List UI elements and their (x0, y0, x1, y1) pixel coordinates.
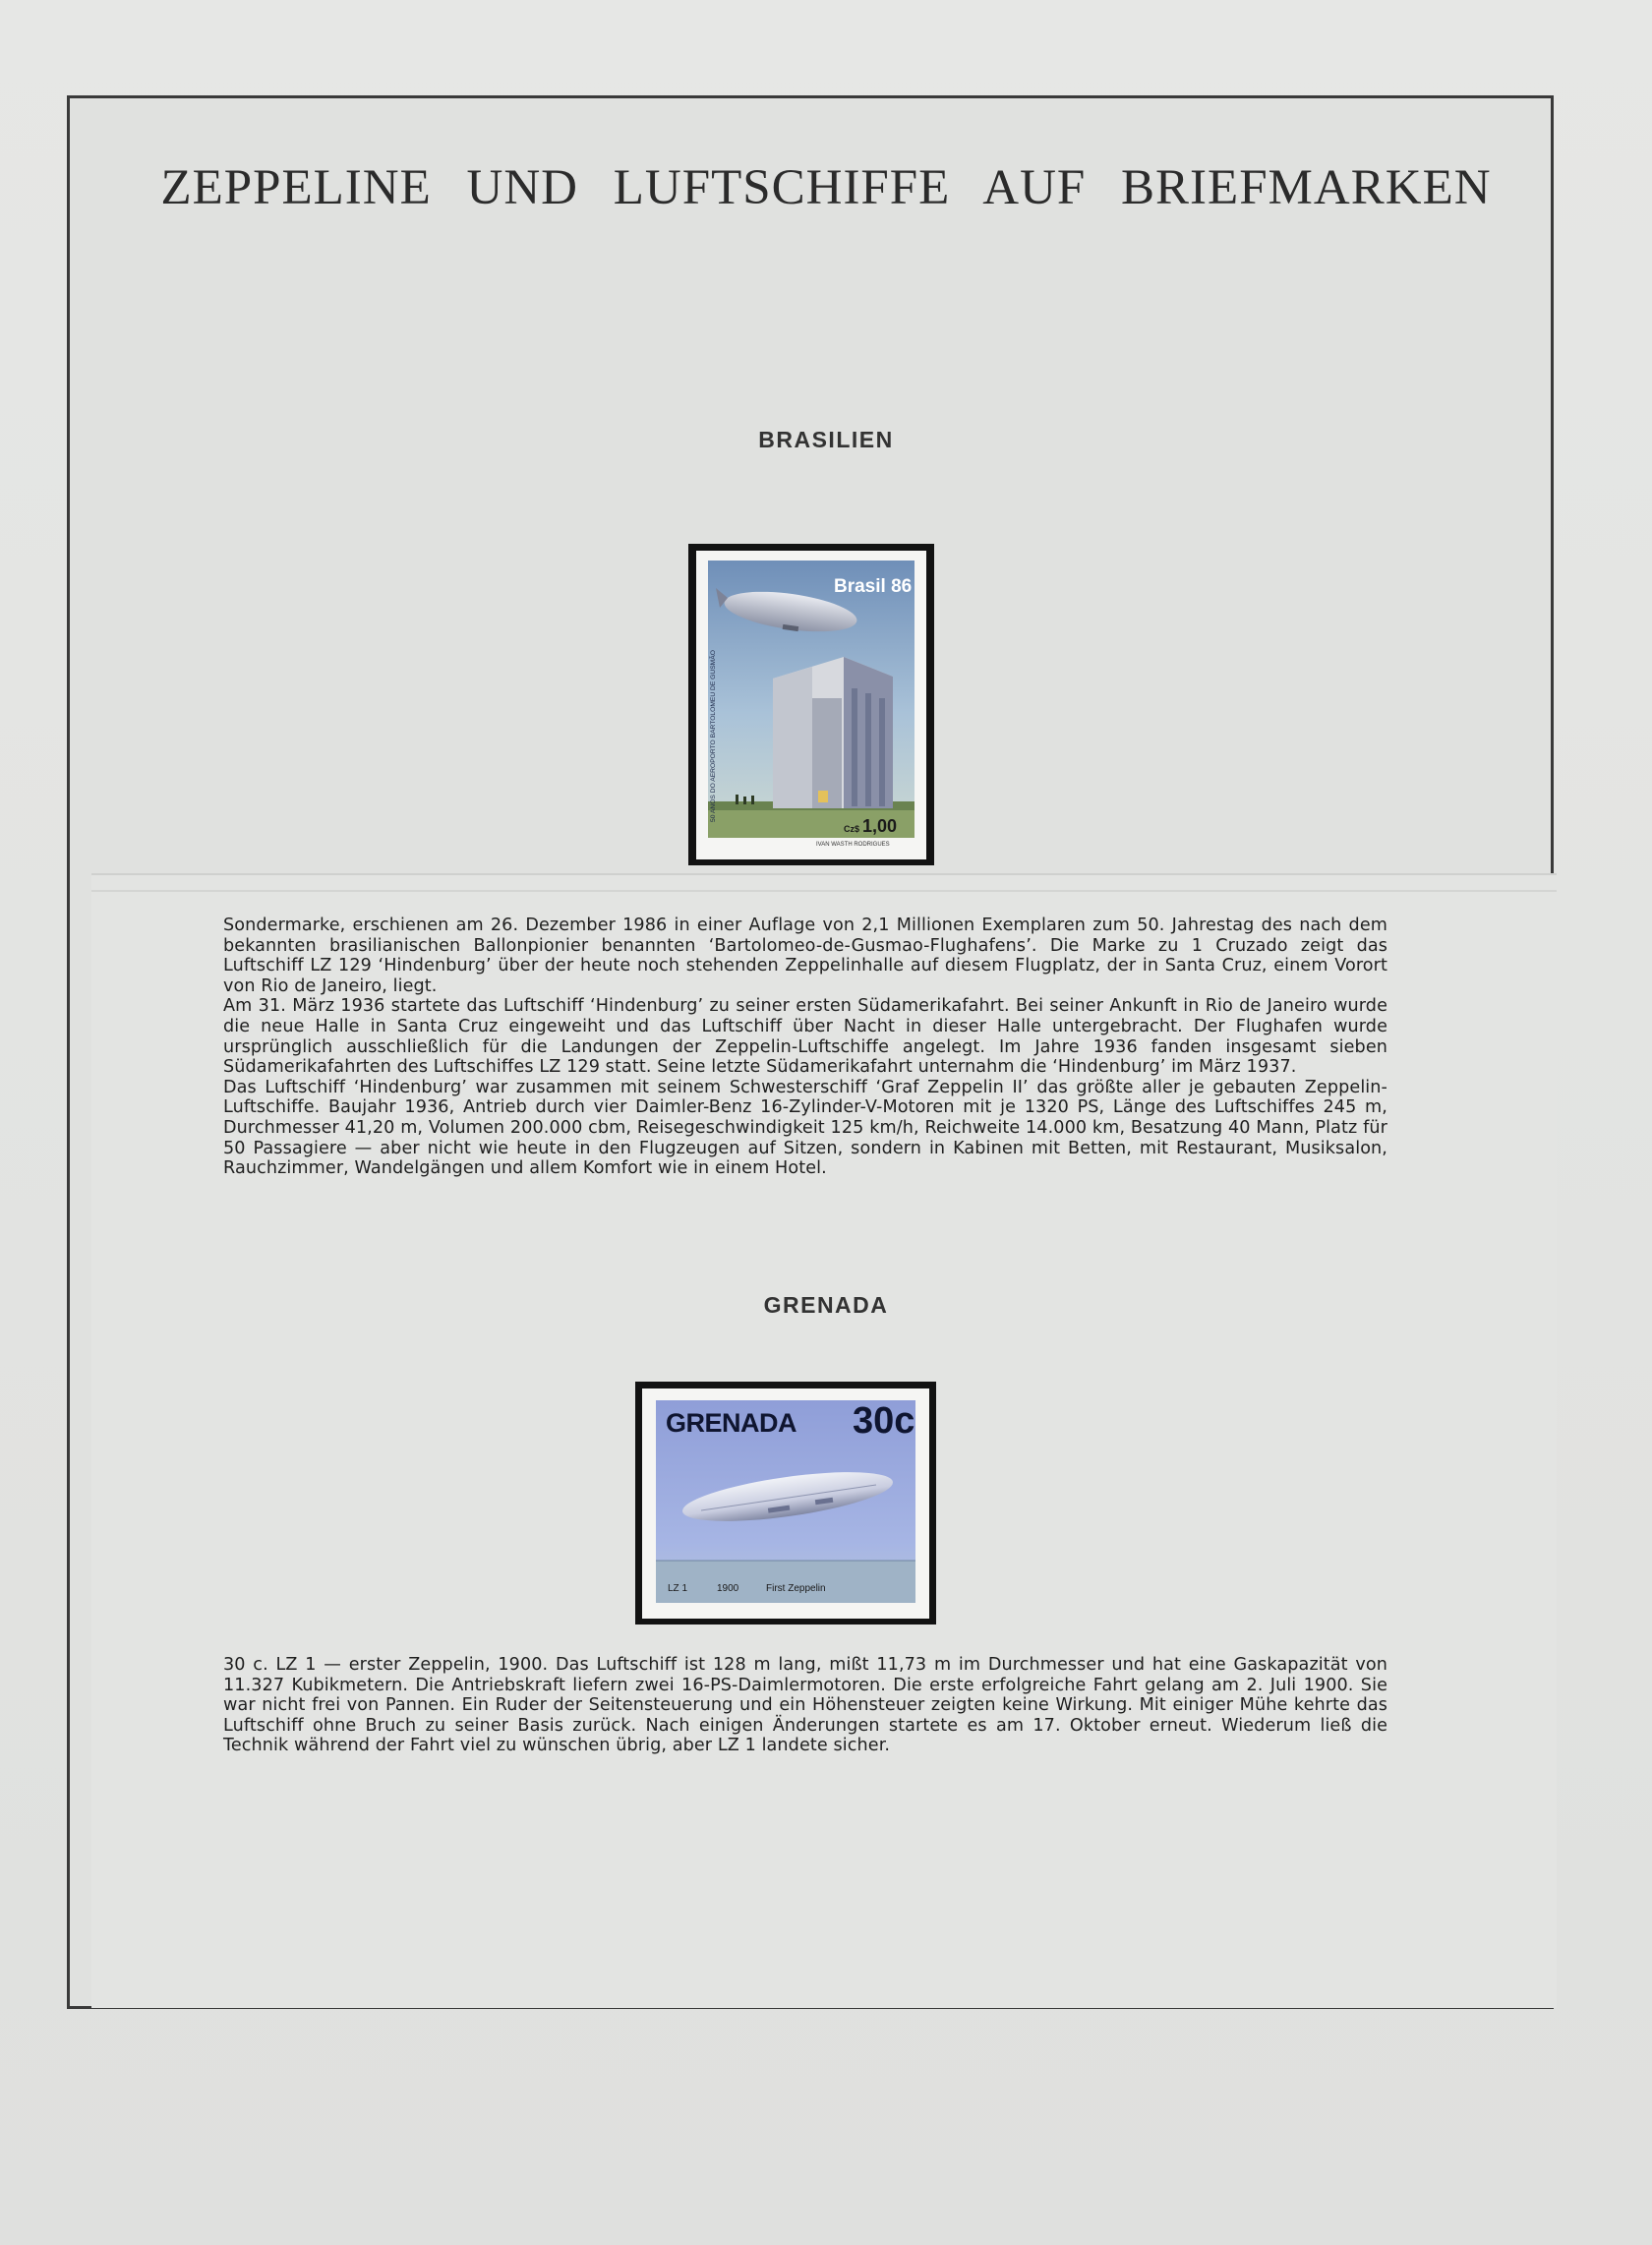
description-paragraph: Das Luftschiff ‘Hindenburg’ war zusammen mit seinem Schwesterschiff ‘Graf Zeppelin II’ das größte aller je gebauten Zeppelin-Luftschiffe. Baujahr 1936, Antrieb durch vier Daimler-Benz 16-Zylinder-V-Motoren mit je 1320 PS, Länge des Luftschiffes 245 m, Durchmesser 41,20 m, Volumen 200.000 cbm, Reisegeschwindigkeit 125 km/h, Reichweite 14.000 km, Besatzung 40 Mann, Platz für 50 Passagiere — aber nicht wie heute in den Flugzeugen auf Sitzen, sondern in Kabinen mit Betten, mit Restaurant, Musiksalon, Rauchzimmer, Wandelgängen und allem Komfort wie in einem Hotel. (223, 1077, 1387, 1179)
stamp-grenada (642, 1388, 929, 1619)
section-heading-grenada: GRENADA (763, 1292, 889, 1318)
fold-line (91, 890, 1557, 892)
page-title: ZEPPELINE UND LUFTSCHIFFE AUF BRIEFMARKEN (160, 160, 1492, 215)
stamp-brasilien-currency: Cz$ (844, 824, 860, 834)
stamp-grenada-country-label: GRENADA (666, 1408, 797, 1438)
description-brasilien (223, 916, 1387, 1179)
stamp-grenada-caption-right: First Zeppelin (766, 1583, 826, 1594)
description-paragraph: Sondermarke, erschienen am 26. Dezember 1986 in einer Auflage von 2,1 Millionen Exemplaren zum 50. Jahrestag des nach dem bekannten brasilianischen Ballonpionier benannten ‘Bartolomeo-de-Gusmao-Flughafens’. Die Marke zu 1 Cruzado zeigt das Luftschiff LZ 129 ‘Hindenburg’ über der heute noch stehenden Zeppelinhalle auf diesem Flugplatz, der in Santa Cruz, einem Vorort von Rio de Janeiro, liegt. (223, 916, 1387, 996)
stamp-brasilien-country-label: Brasil 86 (834, 576, 913, 597)
description-grenada (223, 1655, 1387, 1756)
stamp-grenada-value: 30c (853, 1400, 915, 1442)
section-heading-brasilien: BRASILIEN (758, 427, 894, 452)
description-paragraph: Am 31. März 1936 startete das Luftschiff ‘Hindenburg’ zu seiner ersten Südamerikafahrt. Bei seiner Ankunft in Rio de Janeiro wurde die neue Halle in Santa Cruz eingeweiht und das Luftschiff über Nacht in dieser Halle untergebracht. Der Flughafen wurde ursprünglich ausschließlich für die Landungen der Zeppelin-Luftschiffe angelegt. Im Jahre 1936 fanden insgesamt sieben Südamerikafahrten des Luftschiffes LZ 129 statt. Seine letzte Südamerikafahrt unternahm die ‘Hindenburg’ im März 1937. (223, 996, 1387, 1078)
stamp-brasilien-designer: IVAN WASTH RODRIGUES (816, 842, 890, 848)
stamp-brasilien-value: 1,00 (862, 816, 898, 836)
stamp-grenada-caption-left: LZ 1 (668, 1583, 688, 1594)
stamp-brasilien-side-text: 50 ANOS DO AEROPORTO BARTOLOMEU DE GUSMÃO (710, 650, 717, 822)
stamp-brasilien (696, 551, 926, 859)
stamp-grenada-caption-year: 1900 (717, 1583, 739, 1594)
description-paragraph: 30 c. LZ 1 — erster Zeppelin, 1900. Das Luftschiff ist 128 m lang, mißt 11,73 m im Durchmesser und hat eine Gaskapazität von 11.327 Kubikmetern. Die Antriebskraft liefern zwei 16-PS-Daimlermotoren. Die erste erfolgreiche Fahrt gelang am 2. Juli 1900. Sie war nicht frei von Pannen. Ein Ruder der Seitensteuerung und ein Höhensteuer zeigten keine Wirkung. Mit einiger Mühe kehrte das Luftschiff ohne Bruch zu seiner Basis zurück. Nach einigen Änderungen startete es am 17. Oktober erneut. Wiederum ließ die Technik während der Fahrt viel zu wünschen übrig, aber LZ 1 landete sicher. (223, 1655, 1387, 1756)
